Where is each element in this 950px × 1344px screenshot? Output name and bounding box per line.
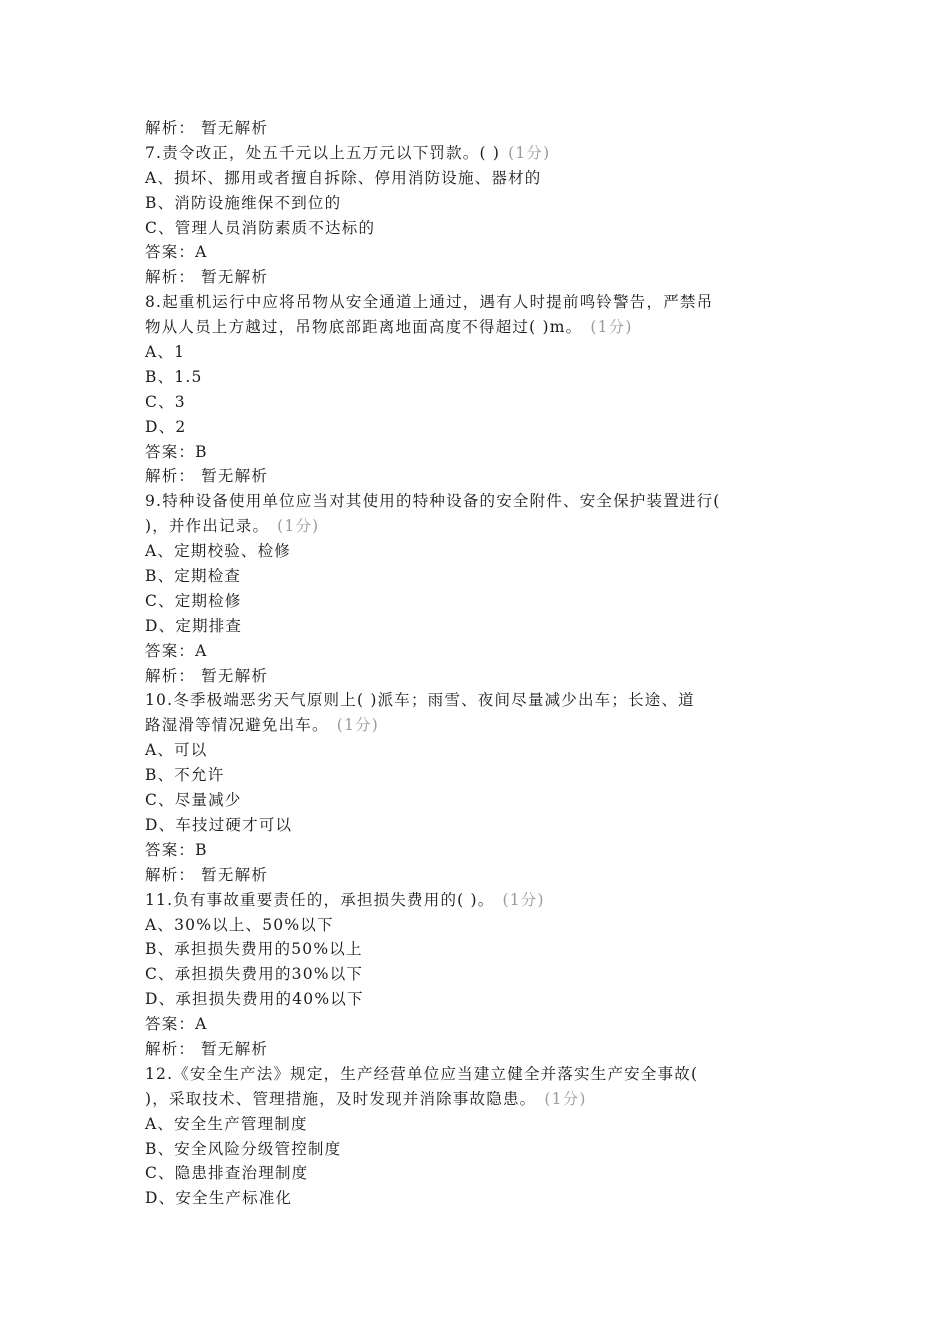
score-label: (1分) xyxy=(508,143,551,162)
option-line xyxy=(145,589,815,614)
option-text: B、1.5 xyxy=(145,367,203,386)
option-line xyxy=(145,937,815,962)
question-text: 10.冬季极端恶劣天气原则上( )派车；雨雪、夜间尽量减少出车；长途、道 xyxy=(145,691,695,710)
question-line xyxy=(145,688,815,713)
option-line xyxy=(145,738,815,763)
answer-text: 答案：A xyxy=(145,641,208,660)
question-line xyxy=(145,514,815,539)
option-text: D、2 xyxy=(145,417,187,436)
analysis-text: 解析： 暂无解析 xyxy=(145,467,269,486)
answer-line xyxy=(145,1012,815,1037)
question-text: 7.责令改正，处五千元以上五万元以下罚款。( ) xyxy=(145,143,501,162)
score-label: (1分) xyxy=(336,716,379,735)
option-line xyxy=(145,813,815,838)
option-line xyxy=(145,216,815,241)
answer-text: 答案：B xyxy=(145,442,208,461)
answer-line xyxy=(145,440,815,465)
score-label: (1分) xyxy=(502,890,545,909)
analysis-line xyxy=(145,863,815,888)
analysis-line xyxy=(145,664,815,689)
option-text: A、安全生产管理制度 xyxy=(145,1114,308,1133)
analysis-line xyxy=(145,265,815,290)
question-text: 9.特种设备使用单位应当对其使用的特种设备的安全附件、安全保护装置进行( xyxy=(145,492,721,511)
option-line xyxy=(145,1186,815,1211)
option-line xyxy=(145,390,815,415)
analysis-text: 解析： 暂无解析 xyxy=(145,666,269,685)
option-text: C、定期检修 xyxy=(145,591,242,610)
analysis-line xyxy=(145,116,815,141)
option-line xyxy=(145,166,815,191)
option-text: A、30%以上、50%以下 xyxy=(145,915,334,934)
option-text: D、车技过硬才可以 xyxy=(145,815,293,834)
question-line xyxy=(145,888,815,913)
option-line xyxy=(145,788,815,813)
answer-text: 答案：A xyxy=(145,1015,208,1034)
option-text: C、承担损失费用的30%以下 xyxy=(145,965,364,984)
option-line xyxy=(145,1161,815,1186)
answer-line xyxy=(145,240,815,265)
exam-document xyxy=(145,116,815,1211)
question-line xyxy=(145,713,815,738)
option-text: A、可以 xyxy=(145,741,208,760)
option-text: D、定期排查 xyxy=(145,616,243,635)
question-line xyxy=(145,1087,815,1112)
option-line xyxy=(145,1112,815,1137)
question-line xyxy=(145,315,815,340)
question-line xyxy=(145,1062,815,1087)
option-line xyxy=(145,415,815,440)
option-text: B、安全风险分级管控制度 xyxy=(145,1139,342,1158)
question-text: 11.负有事故重要责任的，承担损失费用的( )。 xyxy=(145,890,495,909)
analysis-text: 解析： 暂无解析 xyxy=(145,865,269,884)
answer-line xyxy=(145,838,815,863)
option-text: D、安全生产标准化 xyxy=(145,1189,293,1208)
option-text: A、1 xyxy=(145,343,186,362)
answer-text: 答案：B xyxy=(145,840,208,859)
analysis-text: 解析： 暂无解析 xyxy=(145,1039,269,1058)
option-text: B、承担损失费用的50%以上 xyxy=(145,940,363,959)
option-text: B、消防设施维保不到位的 xyxy=(145,193,342,212)
option-line xyxy=(145,913,815,938)
question-text: 8.起重机运行中应将吊物从安全通道上通过，遇有人时提前鸣铃警告，严禁吊 xyxy=(145,293,714,312)
option-text: A、定期校验、检修 xyxy=(145,542,291,561)
option-text: D、承担损失费用的40%以下 xyxy=(145,990,364,1009)
option-line xyxy=(145,1137,815,1162)
question-line xyxy=(145,141,815,166)
option-text: C、管理人员消防素质不达标的 xyxy=(145,218,376,237)
analysis-text: 解析： 暂无解析 xyxy=(145,119,269,137)
option-line xyxy=(145,564,815,589)
score-label: (1分) xyxy=(544,1089,587,1108)
option-text: C、3 xyxy=(145,392,186,411)
option-line xyxy=(145,539,815,564)
option-line xyxy=(145,365,815,390)
option-text: B、不允许 xyxy=(145,766,225,785)
option-line xyxy=(145,191,815,216)
question-line xyxy=(145,489,815,514)
score-label: (1分) xyxy=(590,318,633,337)
option-line xyxy=(145,614,815,639)
question-text: 12.《安全生产法》规定，生产经营单位应当建立健全并落实生产安全事故( xyxy=(145,1064,699,1083)
option-line xyxy=(145,340,815,365)
answer-text: 答案：A xyxy=(145,243,208,262)
option-text: C、隐患排查治理制度 xyxy=(145,1164,309,1183)
option-line xyxy=(145,962,815,987)
analysis-line xyxy=(145,464,815,489)
question-text: )，并作出记录。 xyxy=(145,517,270,536)
option-line xyxy=(145,987,815,1012)
analysis-line xyxy=(145,1037,815,1062)
option-text: C、尽量减少 xyxy=(145,791,242,810)
question-text: 物从人员上方越过，吊物底部距离地面高度不得超过( )m。 xyxy=(145,318,583,337)
question-line xyxy=(145,290,815,315)
score-label: (1分) xyxy=(277,517,320,536)
option-text: A、损坏、挪用或者擅自拆除、停用消防设施、器材的 xyxy=(145,168,542,187)
analysis-text: 解析： 暂无解析 xyxy=(145,268,269,287)
question-text: 路湿滑等情况避免出车。 xyxy=(145,716,329,735)
option-text: B、定期检查 xyxy=(145,567,242,586)
answer-line xyxy=(145,639,815,664)
option-line xyxy=(145,763,815,788)
question-text: )，采取技术、管理措施，及时发现并消除事故隐患。 xyxy=(145,1089,537,1108)
